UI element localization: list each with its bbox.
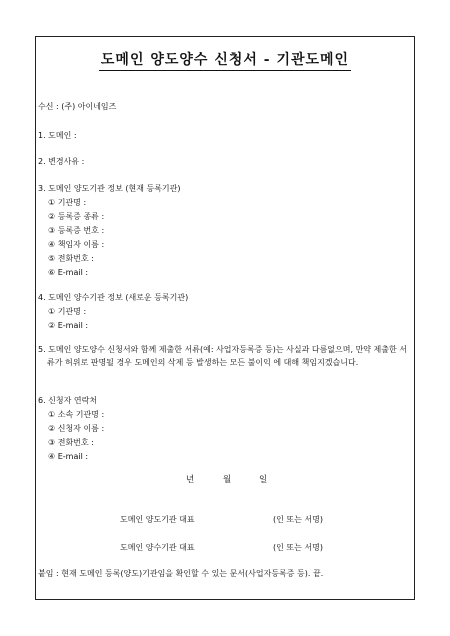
transferee-signature: (인 또는 서명) [273,543,323,552]
declaration-text: 5. 도메인 양도양수 신청서와 함께 제출한 서류(예: 사업자등록증 등)는 사실과 다름없으며, 만약 제출한 서류가 허위로 판명될 경우 도메인의 삭제 등 발생하는 모든 불이익 에 대해 책임지겠습니다. [38,345,408,367]
transferee-representative: 도메인 양수기관 대표 [120,543,195,552]
change-reason-field: 2. 변경사유 : [38,157,85,166]
attachment-note: 붙임 : 현재 도메인 등록(양도)기관임을 확인할 수 있는 문서(사업자등록증 등). 끝. [38,569,324,578]
transferor-signature: (인 또는 서명) [273,515,323,524]
transferor-phone: ⑤ 전화번호 : [48,254,94,263]
applicant-org-name: ① 소속 기관명 : [48,410,105,419]
section-transferee-heading: 4. 도메인 양수기관 정보 (새로운 등록기관) [38,293,189,302]
transferor-manager-name: ④ 책임자 이름 : [48,240,105,249]
declaration-paragraph [38,343,410,369]
transferee-email: ② E-mail : [48,321,89,330]
transferor-org-name: ① 기관명 : [48,198,87,207]
applicant-name: ② 신청자 이름 : [48,424,105,433]
domain-field: 1. 도메인 : [38,131,77,140]
form-title: 도메인 양도양수 신청서 - 기관도메인 [36,49,414,69]
date-day: 일 [259,475,268,485]
application-form [35,36,415,600]
recipient: 수신 : (주) 아이네임즈 [38,102,117,111]
applicant-email: ④ E-mail : [48,452,89,461]
transferor-email: ⑥ E-mail : [48,268,89,277]
date-month: 월 [223,475,232,485]
transferor-cert-type: ② 등록증 종류 : [48,212,105,221]
transferor-cert-number: ③ 등록증 번호 : [48,226,105,235]
applicant-phone: ③ 전화번호 : [48,438,94,447]
section-applicant-heading: 6. 신청자 연락처 [38,396,98,405]
section-transferor-heading: 3. 도메인 양도기관 정보 (현재 등록기관) [38,184,181,193]
transferee-org-name: ① 기관명 : [48,307,87,316]
date-year: 년 [186,475,195,485]
transferor-representative: 도메인 양도기관 대표 [120,515,195,524]
